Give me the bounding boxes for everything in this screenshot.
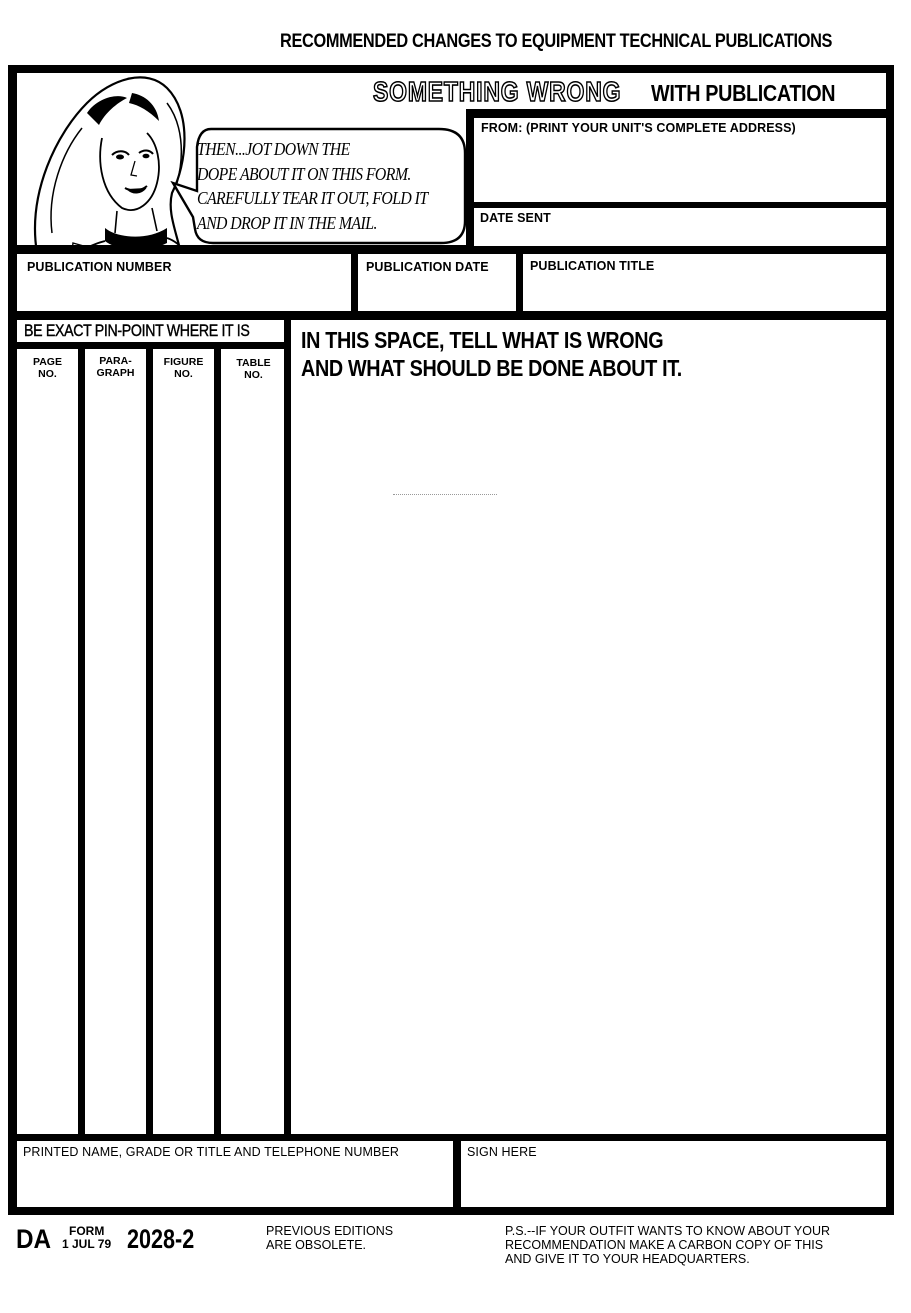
publication-number-label: PUBLICATION NUMBER xyxy=(27,260,172,274)
page-no-header: PAGE NO. xyxy=(33,356,62,380)
sign-here-label: SIGN HERE xyxy=(467,1145,537,1159)
form-title: RECOMMENDED CHANGES TO EQUIPMENT TECHNICAL PUBLICATIONS xyxy=(280,31,833,52)
publication-title-label: PUBLICATION TITLE xyxy=(530,259,655,273)
instructions-line-2: AND WHAT SHOULD BE DONE ABOUT IT. xyxy=(301,355,682,381)
bubble-text: THEN...JOT DOWN THE DOPE ABOUT IT ON THIS FORM. CAREFULLY TEAR IT OUT, FOLD IT AND DROP IT IN THE MAIL. xyxy=(197,139,428,233)
banner-outline-words: SOMETHING WRONG xyxy=(373,76,622,107)
paragraph-column[interactable] xyxy=(85,349,146,1134)
paragraph-header: PARA- GRAPH xyxy=(96,355,135,379)
printed-name-label: PRINTED NAME, GRADE OR TITLE AND TELEPHONE NUMBER xyxy=(23,1145,400,1159)
pinpoint-header-label: BE EXACT PIN-POINT WHERE IT IS xyxy=(24,322,250,340)
form-id-number: 2028-2 xyxy=(127,1224,195,1254)
figure-no-column[interactable] xyxy=(153,349,214,1134)
faint-dotted-line xyxy=(393,494,497,495)
from-label: FROM: (PRINT YOUR UNIT'S COMPLETE ADDRESS) xyxy=(481,121,796,135)
page-no-column[interactable] xyxy=(17,349,78,1134)
ps-note: P.S.--IF YOUR OUTFIT WANTS TO KNOW ABOUT YOUR RECOMMENDATION MAKE A CARBON COPY OF THIS AND GIVE IT TO YOUR HEADQUARTERS. xyxy=(505,1224,831,1266)
previous-editions-note: PREVIOUS EDITIONS ARE OBSOLETE. xyxy=(266,1224,394,1252)
publication-date-label: PUBLICATION DATE xyxy=(366,260,489,274)
figure-no-header: FIGURE NO. xyxy=(163,356,204,380)
form-id-form-word: FORM xyxy=(69,1224,105,1238)
date-sent-label: DATE SENT xyxy=(480,211,551,225)
table-no-column[interactable] xyxy=(221,349,284,1134)
banner-rest: WITH PUBLICATION xyxy=(651,80,836,106)
instructions-line-1: IN THIS SPACE, TELL WHAT IS WRONG xyxy=(301,327,664,353)
table-no-header: TABLE NO. xyxy=(236,357,271,381)
description-area[interactable] xyxy=(291,320,886,1134)
form-id-date: 1 JUL 79 xyxy=(62,1237,112,1251)
form-id-da: DA xyxy=(16,1224,52,1254)
